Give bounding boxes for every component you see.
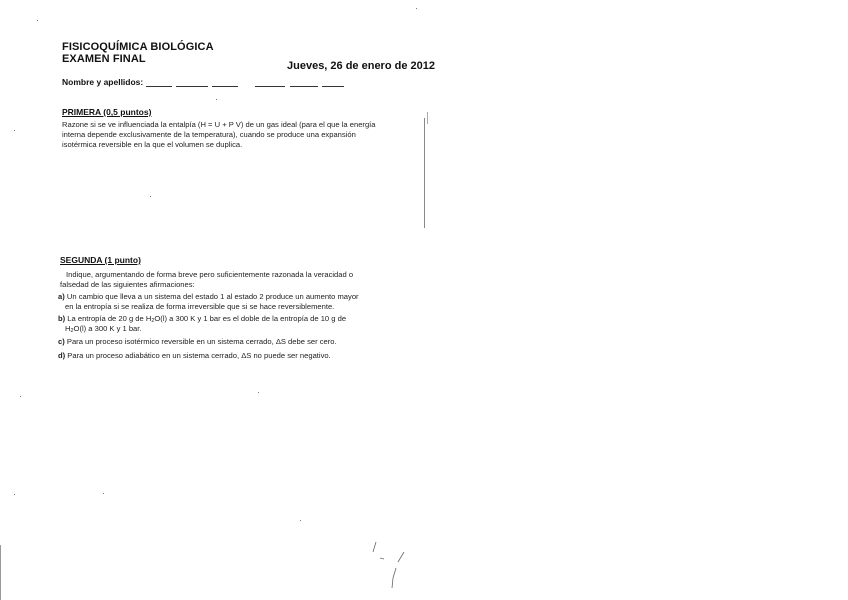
scan-edge-line — [0, 545, 1, 600]
name-label: Nombre y apellidos: — [62, 77, 144, 87]
statement-c-text: Para un proceso isotérmico reversible en un sistema cerrado, ΔS debe ser cero. — [66, 337, 337, 346]
scan-speck — [150, 196, 151, 197]
statement-d-text: Para un proceso adiabático en un sistema cerrado, ΔS no puede ser negativo. — [67, 351, 331, 360]
primera-line: interna depende exclusivamente de la temperatura), cuando se produce una expansión — [62, 130, 356, 139]
statement-a-line: en la entropía si se realiza de forma irreversible que si se hace reversiblemente. — [65, 302, 335, 311]
subscript: 2 — [151, 318, 155, 324]
section-primera-title: PRIMERA (0,5 puntos) — [62, 107, 152, 117]
statement-d — [58, 352, 331, 360]
exam-title: EXAMEN FINAL — [62, 53, 146, 65]
scan-speck — [37, 20, 38, 21]
statement-c — [58, 338, 337, 346]
statement-b-text: H — [65, 324, 71, 333]
statement-b-line2 — [65, 325, 142, 333]
name-blank[interactable] — [176, 86, 208, 87]
pen-marks — [360, 530, 420, 600]
segunda-intro-line: Indique, argumentando de forma breve pero suficientemente razonada la veracidad o — [66, 270, 354, 279]
statement-c-label: c) — [58, 337, 65, 346]
scan-speck — [216, 99, 217, 100]
primera-line: Razone si se ve influenciada la entalpía (H = U + P V) de un gas ideal (para el que la energía — [62, 120, 376, 129]
exam-date: Jueves, 26 de enero de 2012 — [287, 60, 435, 72]
name-blank[interactable] — [146, 86, 172, 87]
statement-a — [58, 293, 359, 301]
statement-b-text: O(l) a 300 K y 1 bar. — [73, 324, 142, 333]
subscript: 2 — [70, 328, 74, 334]
scan-speck — [300, 520, 301, 521]
scan-edge-line — [427, 112, 428, 124]
section-segunda-title: SEGUNDA (1 punto) — [60, 255, 141, 265]
primera-line: isotérmica reversible en la que el volumen se duplica. — [62, 140, 243, 149]
scan-speck — [20, 396, 21, 397]
statement-a-line: Un cambio que lleva a un sistema del estado 1 al estado 2 produce un aumento mayor — [66, 292, 359, 301]
name-blank[interactable] — [290, 86, 318, 87]
course-title: FISICOQUÍMICA BIOLÓGICA — [62, 41, 214, 53]
scan-speck — [14, 130, 15, 131]
name-blank[interactable] — [212, 86, 238, 87]
statement-b — [58, 315, 346, 323]
name-blank[interactable] — [322, 86, 344, 87]
statement-b-text: O(l) a 300 K y 1 bar es el doble de la entropía de 10 g de — [154, 314, 347, 323]
scan-speck — [416, 8, 417, 9]
scan-speck — [103, 493, 104, 494]
segunda-intro-line: falsedad de las siguientes afirmaciones: — [60, 280, 195, 289]
scan-speck — [14, 494, 15, 495]
name-blank[interactable] — [255, 86, 285, 87]
statement-a-label: a) — [58, 292, 65, 301]
scan-speck — [258, 392, 259, 393]
statement-b-label: b) — [58, 314, 66, 323]
statement-b-text: La entropía de 20 g de H — [67, 314, 152, 323]
statement-d-label: d) — [58, 351, 66, 360]
scan-edge-line — [424, 118, 425, 228]
